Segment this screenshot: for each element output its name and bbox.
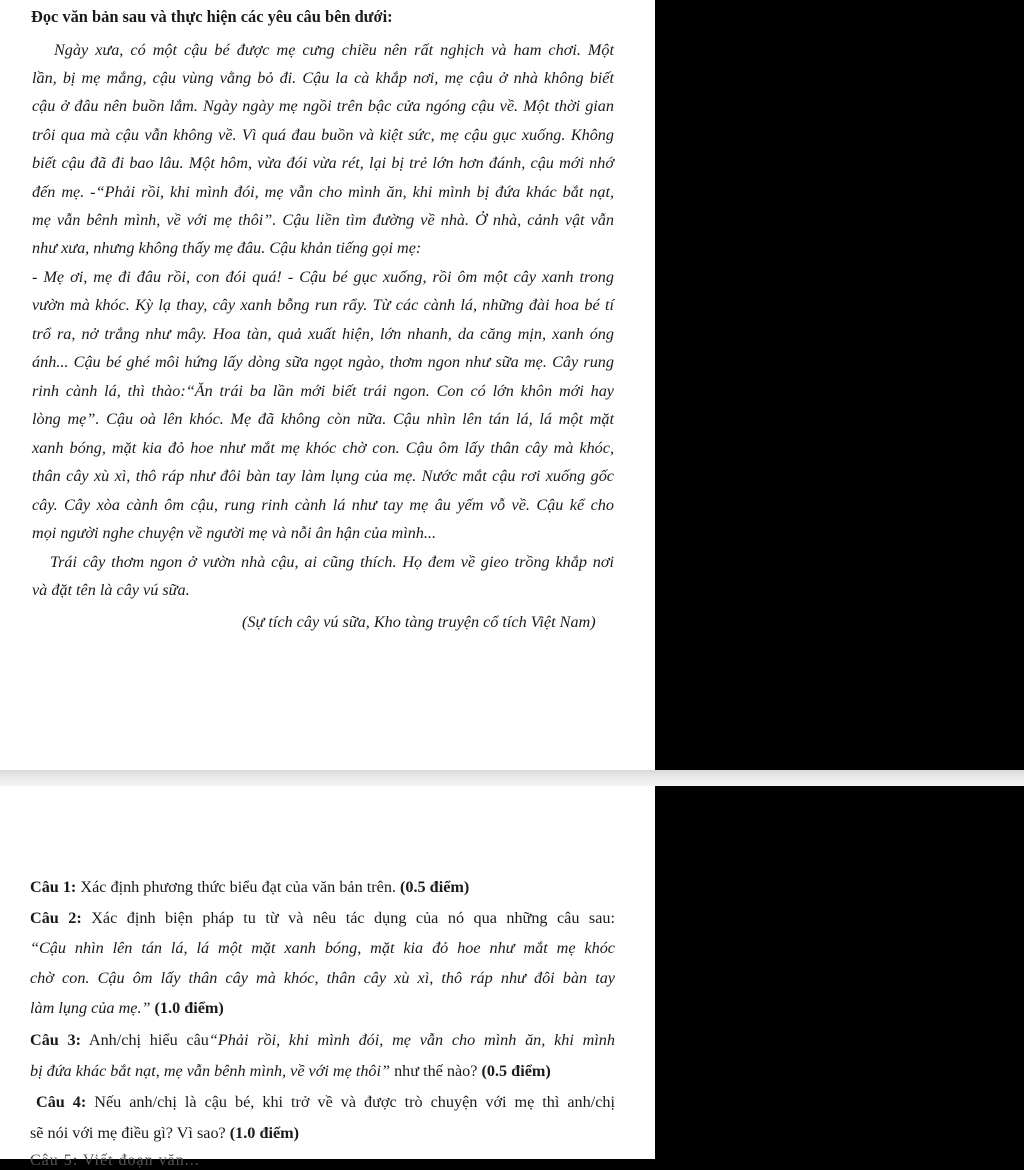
- question-quote: “Phải rồi, khi mình đói, mẹ vẫn cho mình ăn, khi mình: [208, 1031, 615, 1049]
- page-bottom: [0, 786, 655, 1169]
- story-line: biết cậu đã đi bao lâu. Một hôm, vừa đói vừa rét, lại bị trẻ lớn hơn đánh, cậu mới nhớ: [32, 154, 614, 172]
- question-label: Câu 3:: [30, 1031, 82, 1049]
- question-3: [30, 1030, 615, 1050]
- question-quote: bị đứa khác bắt nạt, mẹ vẫn bênh mình, về với mẹ thôi”: [30, 1062, 391, 1080]
- instruction-title: Đọc văn bản sau và thực hiện các yêu câu bên dưới:: [31, 7, 393, 26]
- story-line: cây. Cây xòa cành ôm cậu, rung rinh cành lá như tay mẹ âu yếm vỗ về. Cậu kể cho: [32, 496, 614, 514]
- question-text: sẽ nói với mẹ điều gì? Vì sao?: [30, 1124, 230, 1142]
- story-line: trổ ra, nở trắng như mây. Hoa tàn, quả xuất hiện, lớn nhanh, da căng mịn, xanh óng: [32, 325, 614, 343]
- question-3-cont: [30, 1061, 551, 1081]
- page-top: [0, 0, 655, 770]
- question-text: Anh/chị hiểu câu: [81, 1031, 209, 1049]
- story-line: đến mẹ. -“Phải rồi, khi mình đói, mẹ vẫn cho mình ăn, khi mình bị đứa khác bắt nạt,: [32, 183, 614, 201]
- story-line: ánh... Cậu bé ghé môi hứng lấy dòng sữa ngọt ngào, thơm ngon như sữa mẹ. Cây rung: [32, 353, 614, 371]
- story-line: trôi qua mà cậu vẫn không về. Vì quá đau buồn và kiệt sức, mẹ cậu gục xuống. Không: [32, 126, 614, 144]
- question-points: (1.0 điểm): [229, 1124, 300, 1142]
- story-line: cậu ở đâu nên buồn lắm. Ngày ngày mẹ ngồi trên bậc cửa ngóng cậu về. Một thời gian: [32, 97, 614, 115]
- story-line: mọi người nghe chuyện về người mẹ và nỗi ân hận của mình...: [32, 524, 437, 542]
- story-line: lòng mẹ”. Cậu oà lên khóc. Mẹ đã không còn nữa. Cậu nhìn lên tán lá, lá một mặt: [32, 410, 614, 428]
- question-quote-line: làm lụng của mẹ.”: [30, 999, 151, 1017]
- story-line: Ngày xưa, có một cậu bé được mẹ cưng chiều nên rất nghịch và ham chơi. Một: [54, 41, 614, 59]
- question-points: (1.0 điểm): [150, 999, 224, 1017]
- question-label: Câu 1:: [30, 878, 77, 896]
- cutoff-next-line: Câu 5: Viết đoạn văn...: [30, 1152, 200, 1169]
- question-points: (0.5 điểm): [400, 878, 470, 896]
- story-line: vườn mà khóc. Kỳ lạ thay, cây xanh bỗng run rẩy. Từ các cành lá, những đài hoa bé tí: [32, 296, 614, 314]
- question-quote-line: chờ con. Cậu ôm lấy thân cây mà khóc, thân cây xù xì, thô ráp như đôi bàn tay: [30, 969, 615, 987]
- question-1: [30, 877, 469, 897]
- question-4-cont: [30, 1123, 299, 1143]
- story-source: (Sự tích cây vú sữa, Kho tàng truyện cổ tích Việt Nam): [242, 613, 596, 631]
- question-text: Xác định biện pháp tu từ và nêu tác dụng của nó qua những câu sau:: [81, 909, 615, 927]
- story-line: như xưa, nhưng không thấy mẹ đâu. Cậu khản tiếng gọi mẹ:: [32, 239, 422, 257]
- question-points: (0.5 điểm): [481, 1062, 551, 1080]
- question-text: như thế nào?: [390, 1062, 482, 1080]
- story-line: rinh cành lá, thì thào:“Ăn trái ba lần mới biết trái ngon. Con có lớn khôn mới hay: [32, 382, 614, 400]
- question-label: Câu 2:: [30, 909, 82, 927]
- story-line: lần, bị mẹ mắng, cậu vùng vằng bỏ đi. Cậu la cà khắp nơi, mẹ cậu ở nhà không biết: [32, 69, 614, 87]
- story-line: thân cây xù xì, thô ráp như đôi bàn tay làm lụng của mẹ. Nước mắt cậu rơi xuống gốc: [32, 467, 614, 485]
- question-2-end: [30, 998, 224, 1018]
- story-line: xanh bóng, mặt kia đỏ hoe như mắt mẹ khóc chờ con. Cậu ôm lấy thân cây mà khóc,: [32, 439, 614, 457]
- question-text: Xác định phương thức biểu đạt của văn bản trên.: [76, 878, 401, 896]
- page-divider: [0, 770, 1024, 786]
- story-line: và đặt tên là cây vú sữa.: [32, 581, 190, 599]
- question-quote-line: “Cậu nhìn lên tán lá, lá một mặt xanh bóng, mặt kia đỏ hoe như mắt mẹ khóc: [30, 939, 615, 957]
- story-line: mẹ vẫn bênh mình, về với mẹ thôi”. Cậu liền tìm đường về nhà. Ở nhà, cảnh vật vẫn: [32, 211, 614, 229]
- story-line: Trái cây thơm ngon ở vườn nhà cậu, ai cũng thích. Họ đem về gieo trồng khắp nơi: [50, 553, 614, 571]
- question-label: Câu 4:: [36, 1093, 87, 1111]
- question-2: [30, 908, 615, 928]
- question-4: [36, 1092, 615, 1112]
- story-line: - Mẹ ơi, mẹ đi đâu rồi, con đói quá! - Cậu bé gục xuống, rồi ôm một cây xanh trong: [32, 268, 614, 286]
- question-text: Nếu anh/chị là cậu bé, khi trở về và được trò chuyện với mẹ thì anh/chị: [86, 1093, 615, 1111]
